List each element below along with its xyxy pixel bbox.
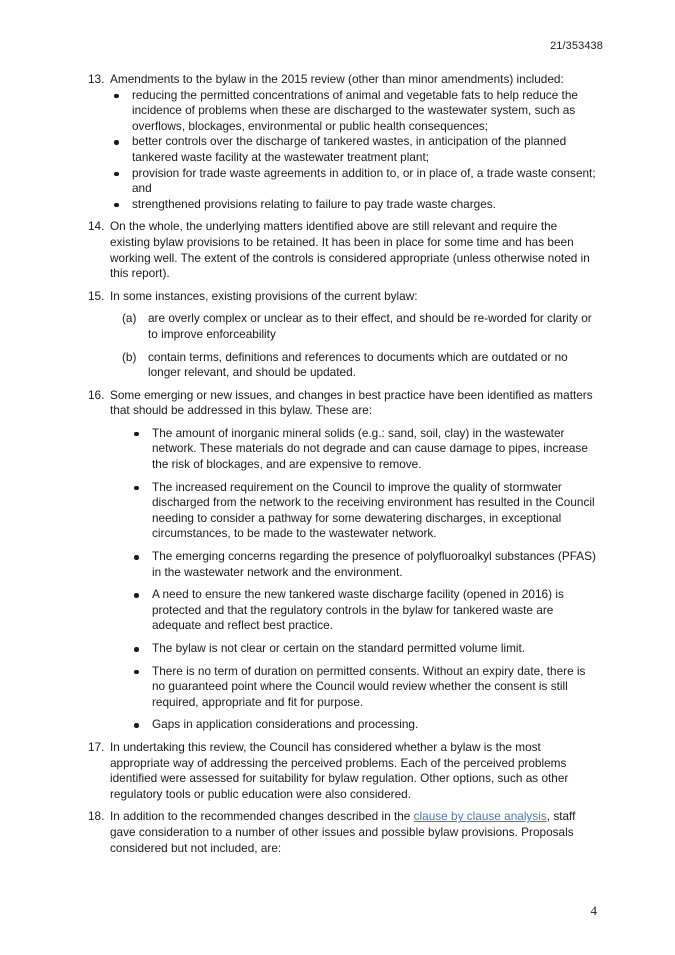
item-label: (b)	[122, 349, 137, 364]
paragraph-text: In undertaking this review, the Council has considered whether a bylaw is the most appropriate way of addressing the perceived problems. Each of the perceived problems identified were assessed for suitability for bylaw regulation. Other options, such as other regulatory tools or public education were also considered.	[110, 739, 569, 801]
list-item	[122, 350, 598, 381]
paragraph-text: Amendments to the bylaw in the 2015 review (other than minor amendments) included:	[110, 72, 564, 86]
list-item	[122, 311, 598, 342]
list-item: The emerging concerns regarding the presence of polyfluoroalkyl substances (PFAS) in the wastewater network and the environment.	[130, 549, 598, 580]
item-text: contain terms, definitions and references to documents which are outdated or no longer relevant, and should be updated.	[148, 349, 568, 380]
paragraph-text: On the whole, the underlying matters identified above are still relevant and require the existing bylaw provisions to be retained. It has been in place for some time and has been working well. The extent of the controls is considered appropriate (unless otherwise noted in this report).	[110, 219, 590, 281]
lettered-list	[110, 311, 598, 380]
paragraph-16	[88, 388, 598, 733]
paragraph-number: 18.	[88, 809, 105, 824]
text-before-link: In addition to the recommended changes described in the	[110, 809, 414, 824]
paragraph-17	[88, 740, 598, 802]
paragraph-number: 17.	[88, 739, 105, 754]
bullet-list	[110, 426, 598, 733]
paragraph-13	[88, 72, 598, 212]
list-item: The amount of inorganic mineral solids (e.g.: sand, soil, clay) in the wastewater network. These materials do not degrade and can cause damage to pipes, increase the risk of blockages, and are expensive to remove.	[130, 426, 598, 473]
document-body	[88, 72, 598, 863]
paragraph-18	[88, 809, 598, 856]
list-item: The increased requirement on the Council to improve the quality of stormwater discharged from the network to the receiving environment has resulted in the Council needing to consider a pathway for some dewatering discharges, in exceptional circumstances, to be made to the wastewater network.	[130, 480, 598, 542]
document-reference: 21/353438	[550, 40, 603, 52]
list-item: The bylaw is not clear or certain on the standard permitted volume limit.	[130, 641, 598, 657]
text-after-link: , staff gave consideration to a number of other issues and possible bylaw provisions. Proposals considered but not included, are:	[110, 809, 576, 855]
list-item: better controls over the discharge of tankered wastes, in anticipation of the planned tankered waste facility at the wastewater treatment plant;	[110, 134, 598, 165]
item-label: (a)	[122, 311, 137, 326]
paragraph-text: In some instances, existing provisions of the current bylaw:	[110, 288, 418, 303]
paragraph-number: 15.	[88, 288, 105, 303]
list-item: strengthened provisions relating to failure to pay trade waste charges.	[110, 197, 598, 213]
list-item: There is no term of duration on permitted consents. Without an expiry date, there is no guaranteed point where the Council would review whether the consent is still required, appropriate and fit for purpose.	[130, 664, 598, 711]
list-item: Gaps in application considerations and processing.	[130, 717, 598, 733]
bullet-list	[110, 88, 598, 213]
item-text: are overly complex or unclear as to their effect, and should be re-worded for clarity or to improve enforceability	[148, 311, 592, 341]
paragraph-number: 16.	[88, 387, 105, 402]
paragraph-text: Some emerging or new issues, and changes in best practice have been identified as matters that should be addressed in this bylaw. These are:	[110, 387, 593, 418]
paragraph-number: 14.	[88, 219, 105, 234]
list-item: A need to ensure the new tankered waste discharge facility (opened in 2016) is protected and that the regulatory controls in the bylaw for tankered waste are adequate and reflect best practice.	[130, 587, 598, 634]
paragraph-14	[88, 219, 598, 281]
clause-analysis-link[interactable]: clause by clause analysis	[413, 809, 547, 824]
paragraph-text	[110, 809, 598, 856]
list-item: reducing the permitted concentrations of animal and vegetable fats to help reduce the incidence of problems when these are discharged to the wastewater system, such as overflows, blockages, environmental or public health consequences;	[110, 88, 598, 135]
page-number: 4	[590, 903, 597, 918]
list-item: provision for trade waste agreements in addition to, or in place of, a trade waste consent; and	[110, 166, 598, 197]
paragraph-15	[88, 289, 598, 381]
paragraph-number: 13.	[88, 72, 105, 86]
